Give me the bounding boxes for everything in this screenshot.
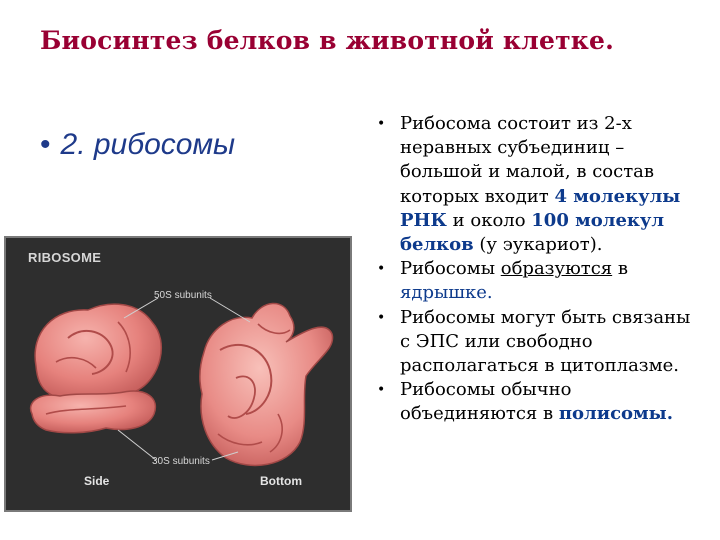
highlight-rna: 4 молекулы РНК [400,185,681,231]
ribosome-figure [4,236,352,512]
bullet-text: (у эукариот). [473,234,603,256]
bullet-item-origin [364,257,704,305]
slide-title: Биосинтез белков в животной клетке. [40,26,615,55]
figure-heading: RIBOSOME [28,250,102,265]
bullet-item-composition [364,112,704,257]
highlight-polysomes: полисомы. [558,403,673,425]
bullet-marker: • [377,261,386,278]
bullet-marker: • [40,128,51,161]
highlight-nucleolus: ядрышке. [400,282,493,304]
bullet-marker: • [377,309,386,326]
bullet-item-location [364,306,704,379]
side-small-subunit [31,391,156,433]
caption-side: Side [84,474,110,488]
ribosome-illustration [6,238,350,510]
bullet-marker: • [377,116,386,132]
side-large-subunit [35,304,161,402]
label-50s: 50S subunits [154,290,212,301]
caption-bottom: Bottom [260,474,302,488]
bullet-text: Рибосома состоит из 2-х неравных субъединиц – большой и малой, в состав которых входит [400,113,655,207]
underlined-word: образуются [500,258,613,280]
bullet-list [364,112,704,427]
bottom-view-ribosome [200,303,333,465]
label-30s: 30S subunits [152,456,210,467]
bullet-text: Рибосомы [400,258,501,280]
highlight-proteins: 100 молекул белков [400,209,665,256]
bullet-text: и около [446,209,532,231]
bullet-text: в [612,258,629,280]
bullet-marker: • [377,382,386,399]
bullet-text: Рибосомы обычно объединяются в [400,379,572,425]
left-bullet-text: 2. рибосомы [60,128,236,161]
left-bullet [40,128,235,162]
bullet-text: Рибосомы могут быть связаны с ЭПС или свободно располагаться в цитоплазме. [400,306,691,377]
bullet-item-polysomes [364,378,704,426]
